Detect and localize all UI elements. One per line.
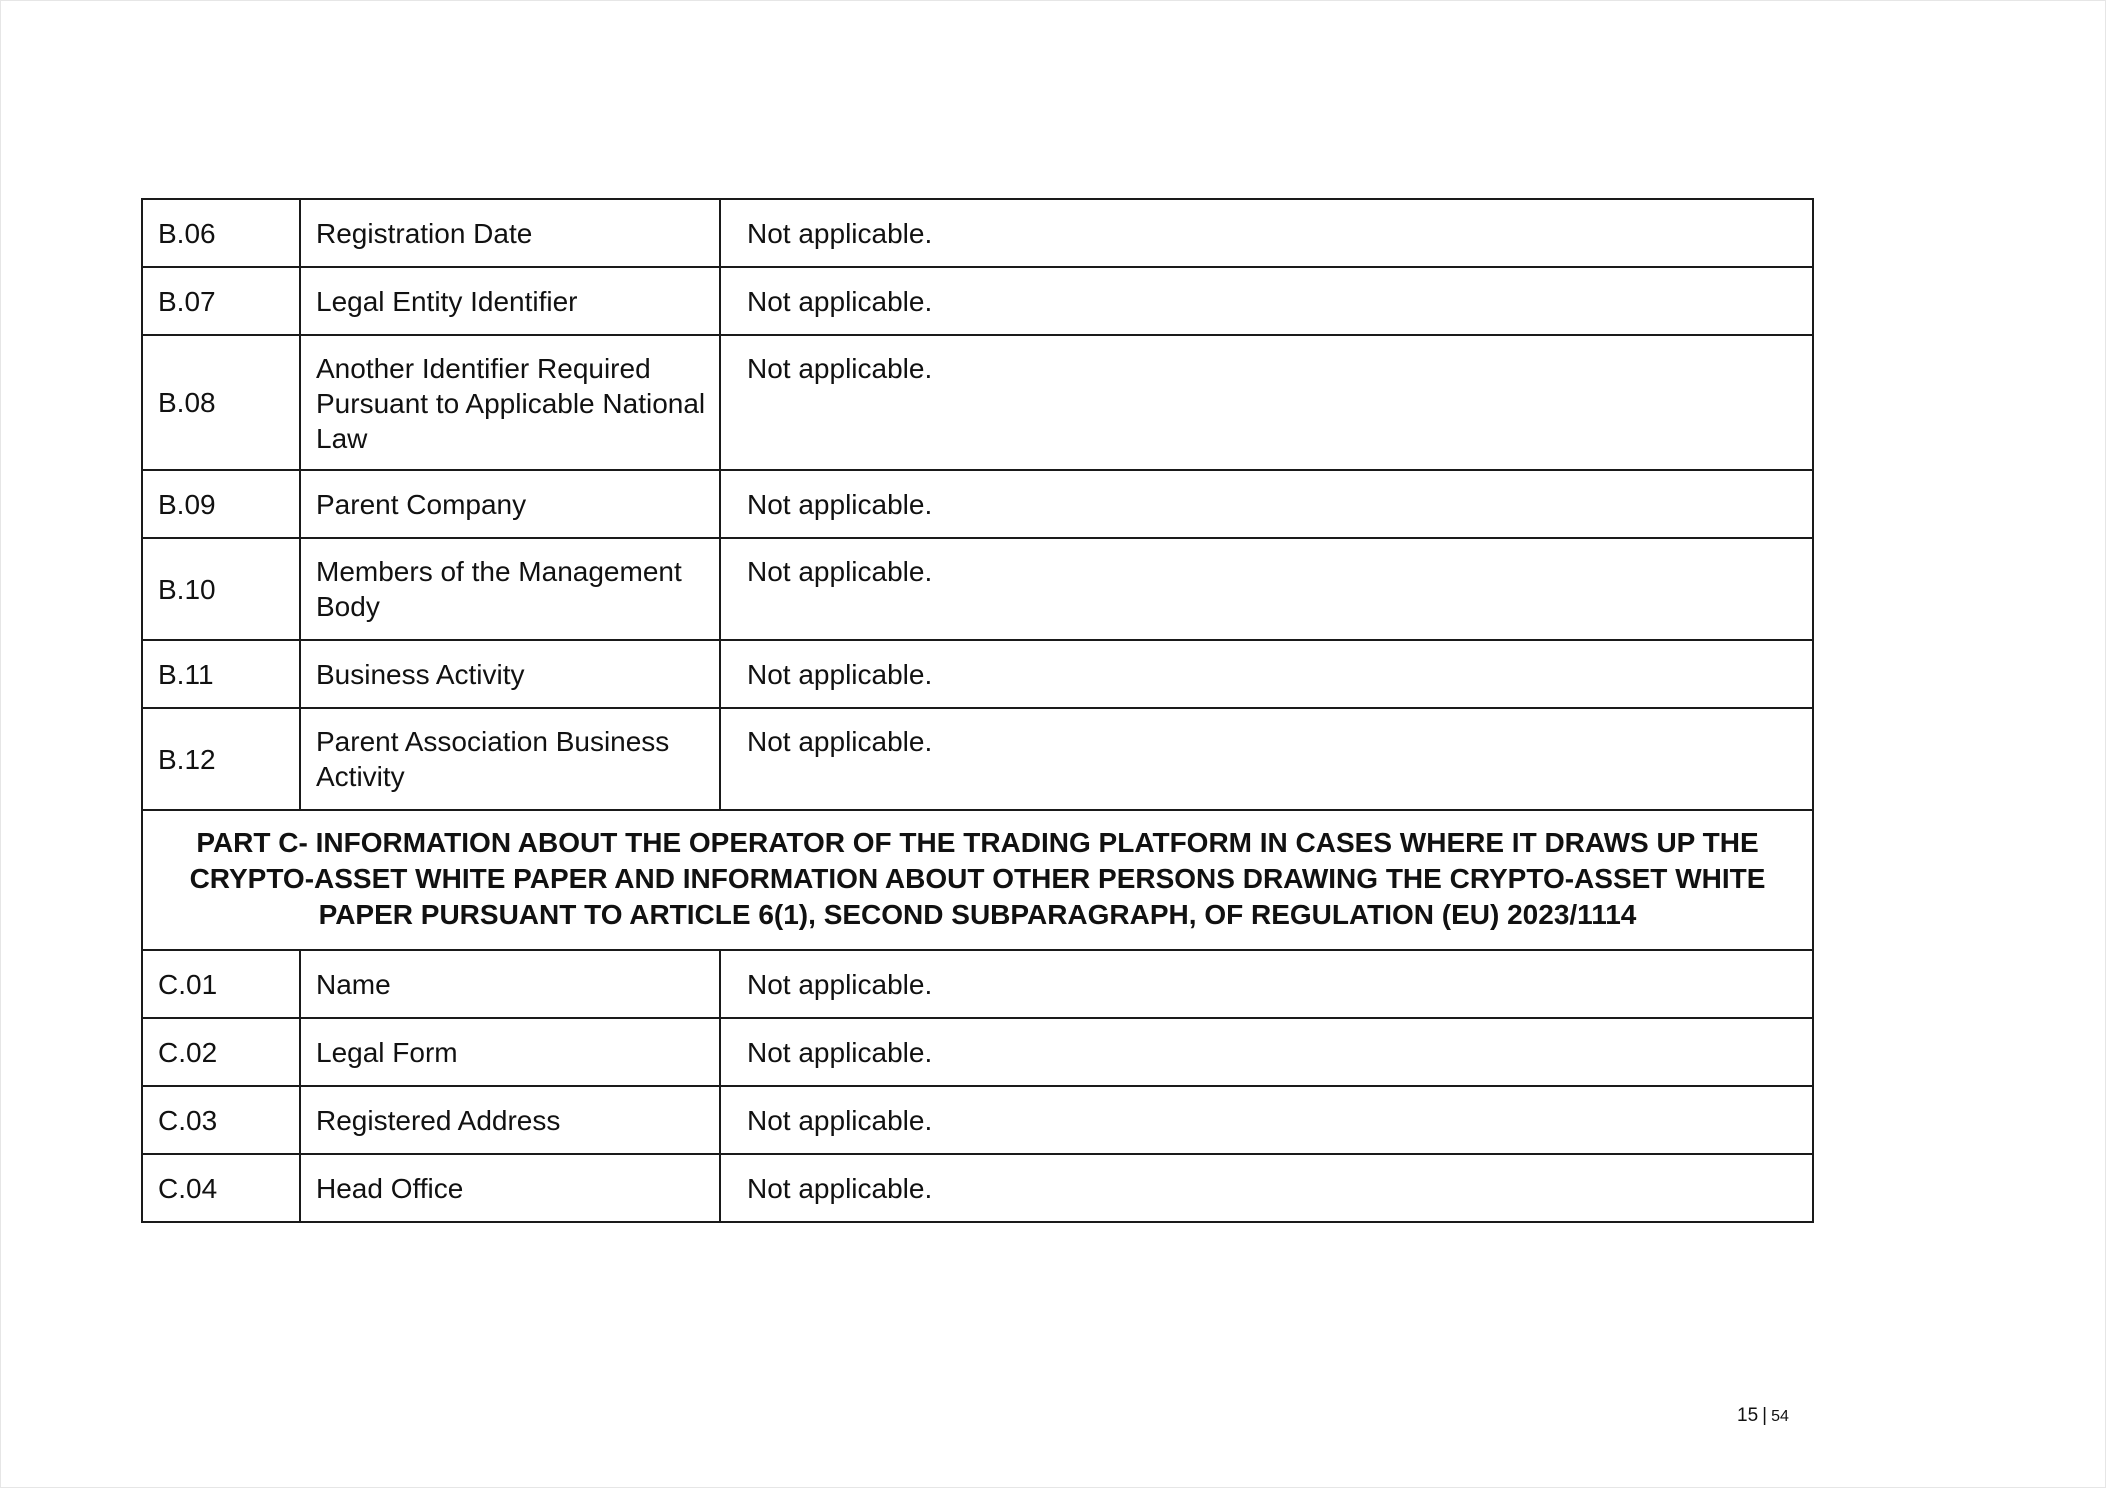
row-label: Name (300, 950, 720, 1018)
table-row (142, 267, 1813, 335)
row-code: C.01 (142, 950, 300, 1018)
row-label: Business Activity (300, 640, 720, 708)
row-code: B.12 (142, 708, 300, 810)
section-c-heading: PART C- INFORMATION ABOUT THE OPERATOR OF THE TRADING PLATFORM IN CASES WHERE IT DRAWS UP THE CRYPTO-ASSET WHITE PAPER AND INFORMATION ABOUT OTHER PERSONS DRAWING THE CRYPTO-ASSET WHITE PAPER PURSUANT TO ARTICLE 6(1), SECOND SUBPARAGRAPH, OF REGULATION (EU) 2023/1114 (142, 810, 1813, 950)
row-code: C.04 (142, 1154, 300, 1222)
page-total: 54 (1771, 1408, 1789, 1425)
row-label: Registered Address (300, 1086, 720, 1154)
row-code: B.11 (142, 640, 300, 708)
row-value: Not applicable. (720, 1154, 1813, 1222)
table-row (142, 1018, 1813, 1086)
page-current: 15 (1737, 1405, 1759, 1426)
row-value: Not applicable. (720, 267, 1813, 335)
row-value: Not applicable. (720, 708, 1813, 810)
table-row (142, 708, 1813, 810)
row-code: C.02 (142, 1018, 300, 1086)
table-row (142, 950, 1813, 1018)
page-number (1737, 1405, 1789, 1427)
row-label: Legal Form (300, 1018, 720, 1086)
row-label: Head Office (300, 1154, 720, 1222)
row-code: B.09 (142, 470, 300, 538)
page-separator: | (1762, 1405, 1768, 1426)
table-row (142, 1086, 1813, 1154)
row-code: B.10 (142, 538, 300, 640)
row-label: Legal Entity Identifier (300, 267, 720, 335)
row-value: Not applicable. (720, 1018, 1813, 1086)
disclosure-table (141, 198, 1814, 1223)
row-value: Not applicable. (720, 950, 1813, 1018)
table-row (142, 1154, 1813, 1222)
row-label: Another Identifier Required Pursuant to Applicable National Law (300, 335, 720, 470)
row-value: Not applicable. (720, 538, 1813, 640)
table-row (142, 199, 1813, 267)
row-value: Not applicable. (720, 640, 1813, 708)
row-value: Not applicable. (720, 335, 1813, 470)
row-label: Parent Company (300, 470, 720, 538)
row-code: B.06 (142, 199, 300, 267)
table-row (142, 335, 1813, 470)
row-code: B.08 (142, 335, 300, 470)
row-label: Registration Date (300, 199, 720, 267)
row-value: Not applicable. (720, 1086, 1813, 1154)
row-label: Members of the Management Body (300, 538, 720, 640)
row-code: B.07 (142, 267, 300, 335)
row-label: Parent Association Business Activity (300, 708, 720, 810)
row-code: C.03 (142, 1086, 300, 1154)
section-heading-row (142, 810, 1813, 950)
table-row (142, 538, 1813, 640)
table-row (142, 470, 1813, 538)
row-value: Not applicable. (720, 470, 1813, 538)
row-value: Not applicable. (720, 199, 1813, 267)
table-row (142, 640, 1813, 708)
